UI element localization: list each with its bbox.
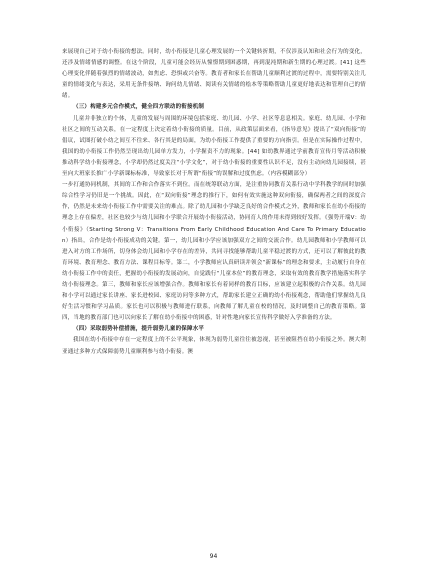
paragraph-4: 我国在幼小衔接中存在一定程度上的不公平现象，体现为弱势儿童往往被忽视，甚至被阻挡在幼小衔接之外。澳大利亚通过多种方式保障弱势儿童顺利参与幼小衔接。澳 [62, 337, 366, 355]
section-heading-3: （三）构建多元合作模式，健全四方联动的衔接机制 [73, 104, 205, 111]
paragraph-3: 一步打通协同机制，其间的工作和合作落实不到位。而在统筹联动方面，是注重协同教育关系行动中学科教学的同时加强综合性学习仍旧是一个挑战。因此，在“双向衔接”理念的推行下，如何有效实施这种双向衔接，确保两者之间的深度合作，仍然是未来幼小衔接工作中需要关注的难点。除了幼儿园和小学缺乏良好的合作模式之外，教师和家长在幼小衔接的理念上存在偏差，社区也较少与幼儿园和小学联合开展幼小衔接活动，协同育人的作用未得到较好发挥。《强势开端V：幼小衔接》（Starting Strong V：Transitions From Early Childhood Education And Care To Primary Education）指出，合作是幼小衔接成功的关键。第一，幼儿园和小学应该加强双方之间的交流合作。幼儿园教师和小学教师可以进入对方的工作场所，切身体会幼儿园和小学存在的差异，共同寻找能够帮助儿童平稳过渡的方式，还可以了解彼此的教育环境、教育理念、教育方法、课程目标等。第二，小学教师应认真研读并领会“新课标”的理念和要求，主动履行自身在幼小衔接工作中的责任，把握幼小衔接的发展动向，自觉践行“儿童本位”的教育理念，采取有效的教育教学措施落实科学幼小衔接理念。第三，教师和家长应该增强合作。教师和家长有着同样的教育目标，应该建立起积极的合作关系。幼儿园和小学可以通过家长讲座、家长进校园、家庭访问等多种方式，帮助家长建立正确的幼小衔接观念，帮助他们掌握幼儿良好生活习惯和学习品质。家长也可以积极与教师进行联系，向教师了解儿童在校的情况，及时调整自己的教育策略。第四，当地的教育部门也可以向家长了解在幼小衔接中的困惑，针对性地向家长宣传科学做好入学准备的方法。 [62, 182, 366, 322]
paragraph-2: 儿童并非独立的个体，儿童的发展与周围的环境包括家庭、幼儿园、小学、社区等息息相关。家庭、幼儿园、小学和社区之间的互动关系，在一定程度上决定着幼小衔接的质量。目前，从政策层面来看，《指导意见》提出了“双向衔接”的倡议，试图打破小幼之间互不往来、各行其是的局面，为幼小衔接工作提供了重要的方向指引。但是在实际操作过程中，我国的幼小衔接工作仍然呈现出幼儿园单方发力，小学握责不力的现象。[44] 如幼教界通过学前教育宣传月等活动积极推动科学幼小衔接理念，小学却仍然过度关注“小学文化”，对于幼小衔接的重要性认识不足，没有主动向幼儿园接续，甚至向大班家长推广小学新课标标准，导致家长对于所谓“衔接”的误解和过度焦虑。（内容模糊部分） [62, 115, 366, 178]
document-body [62, 47, 366, 358]
page-number: 94 [209, 553, 218, 560]
paragraph-1: 来展现自己对于幼小衔接的想法。同时，幼小衔接是儿童心理发展的一个关键转折期，不仅涉及认知和社会行为的变化，还涉及情绪情感的调整。在这个阶段，儿童可能会经历从憧憬期到困惑期，再到混沌期和新生期的心理过渡。[41] 这些心理变化伴随着强烈的情绪波动，如焦虑、恐惧或兴奋等。教育者和家长在帮助儿童顺利过渡的过程中，需要特别关注儿童的情绪变化与表达，采用无条件接纳、询问幼儿情绪、阅读有关情绪的绘本等策略帮助儿童更好地表达和管理自己的情绪。 [62, 49, 366, 100]
section-heading-4: （四）采取弱势补偿措施，提升弱势儿童的保障水平 [73, 326, 205, 333]
